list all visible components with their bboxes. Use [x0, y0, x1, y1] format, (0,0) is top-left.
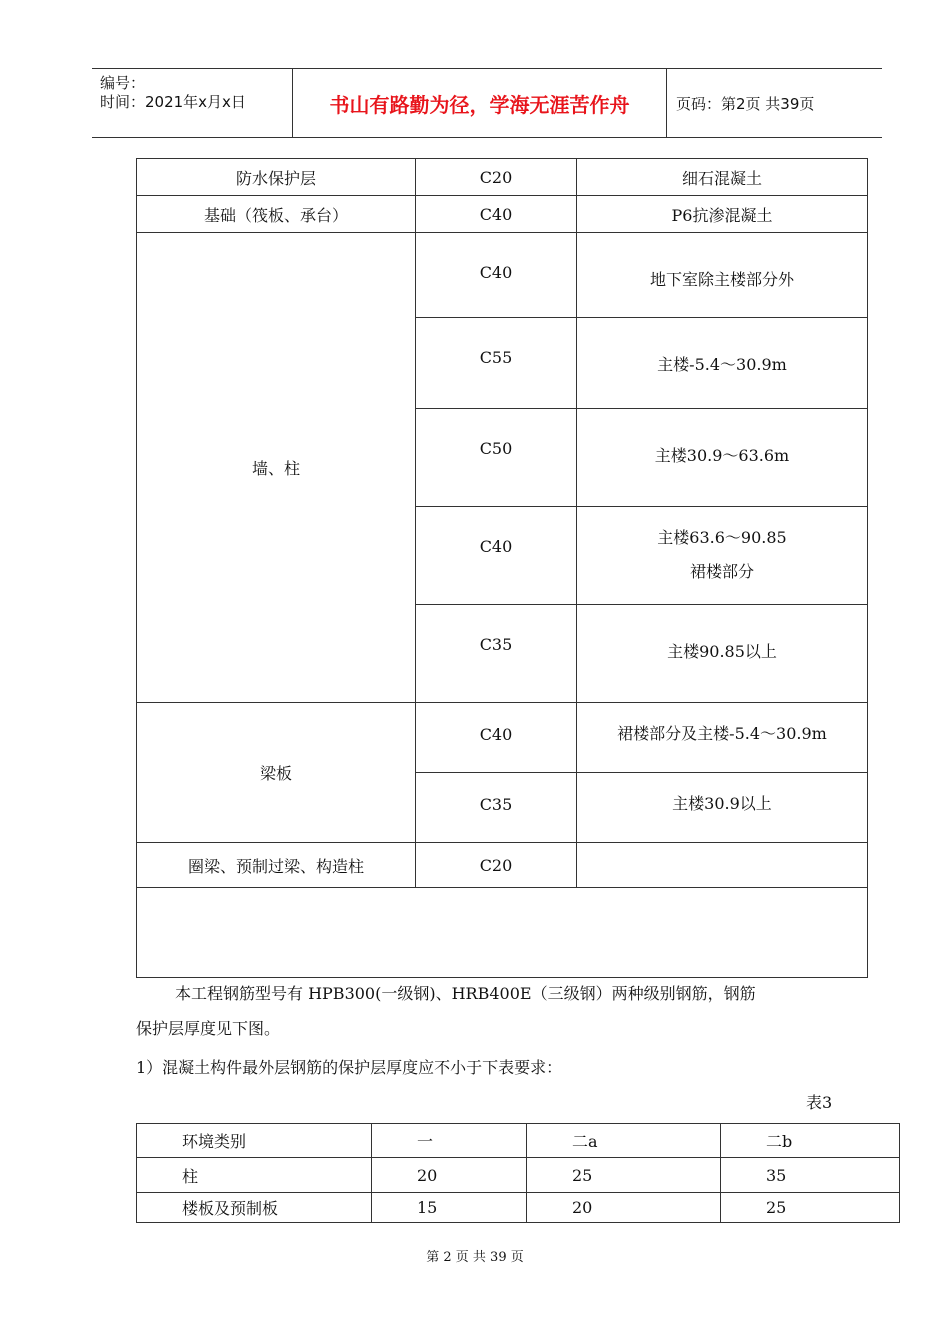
table-row	[137, 703, 868, 773]
desc-cell: 主楼30.9～63.6m	[577, 409, 868, 507]
grade-cell: C40	[416, 507, 577, 605]
grade-cell: C35	[416, 773, 577, 843]
cell: 25	[721, 1193, 900, 1223]
table-header-row	[137, 1124, 900, 1158]
desc-cell: 裙楼部分及主楼-5.4～30.9m	[577, 703, 868, 773]
desc-cell	[577, 507, 868, 605]
desc-cell: P6抗渗混凝土	[577, 196, 868, 233]
table-row	[137, 196, 868, 233]
header-cell: 二a	[527, 1124, 721, 1158]
concrete-grade-table	[136, 158, 868, 978]
desc-cell	[577, 843, 868, 888]
cell: 20	[527, 1193, 721, 1223]
table-row	[137, 159, 868, 196]
desc-cell: 主楼30.9以上	[577, 773, 868, 843]
part-cell: 圈梁、预制过梁、构造柱	[137, 843, 416, 888]
table-caption: 表3	[806, 1093, 833, 1112]
header-cell: 一	[372, 1124, 527, 1158]
table-row	[137, 1158, 900, 1193]
desc-cell: 主楼-5.4～30.9m	[577, 318, 868, 409]
grade-cell: C40	[416, 233, 577, 318]
grade-cell: C55	[416, 318, 577, 409]
header-number: 编号：	[100, 74, 146, 92]
table-row	[137, 233, 868, 318]
part-cell-wall-column: 墙、柱	[137, 233, 416, 703]
grade-cell: C20	[416, 159, 577, 196]
header-page	[666, 69, 882, 137]
paragraph: 1）混凝土构件最外层钢筋的保护层厚度应不小于下表要求：	[136, 1058, 563, 1077]
table-row	[137, 843, 868, 888]
paragraph-line: 保护层厚度见下图。	[136, 1019, 281, 1038]
part-cell-beam-slab: 梁板	[137, 703, 416, 843]
cover-thickness-table	[136, 1123, 900, 1223]
header-time: 时间：2021年x月x日	[100, 93, 246, 111]
part-cell: 防水保护层	[137, 159, 416, 196]
page-footer: 第 2 页 共 39 页	[426, 1250, 524, 1265]
cell: 柱	[137, 1158, 372, 1193]
empty-cell	[137, 888, 868, 978]
header-cell: 二b	[721, 1124, 900, 1158]
desc-line: 主楼63.6～90.85	[657, 528, 787, 547]
desc-cell: 地下室除主楼部分外	[577, 233, 868, 318]
header-meta	[92, 69, 292, 137]
desc-cell: 主楼90.85以上	[577, 605, 868, 703]
part-cell: 基础（筏板、承台）	[137, 196, 416, 233]
desc-cell: 细石混凝土	[577, 159, 868, 196]
page-header	[92, 68, 882, 138]
grade-cell: C20	[416, 843, 577, 888]
grade-cell: C40	[416, 703, 577, 773]
cell: 15	[372, 1193, 527, 1223]
table-row	[137, 1193, 900, 1223]
cell: 20	[372, 1158, 527, 1193]
header-motto: 书山有路勤为径，学海无涯苦作舟	[292, 69, 667, 137]
cell: 25	[527, 1158, 721, 1193]
cell: 楼板及预制板	[137, 1193, 372, 1223]
header-cell: 环境类别	[137, 1124, 372, 1158]
desc-line: 裙楼部分	[689, 562, 754, 581]
table-row-empty	[137, 888, 868, 978]
header-page-label: 页码：第2页 共39页	[676, 94, 815, 113]
cell: 35	[721, 1158, 900, 1193]
grade-cell: C35	[416, 605, 577, 703]
grade-cell: C50	[416, 409, 577, 507]
grade-cell: C40	[416, 196, 577, 233]
paragraph-line: 本工程钢筋型号有 HPB300(一级钢)、HRB400E（三级钢）两种级别钢筋，钢筋	[175, 984, 756, 1003]
